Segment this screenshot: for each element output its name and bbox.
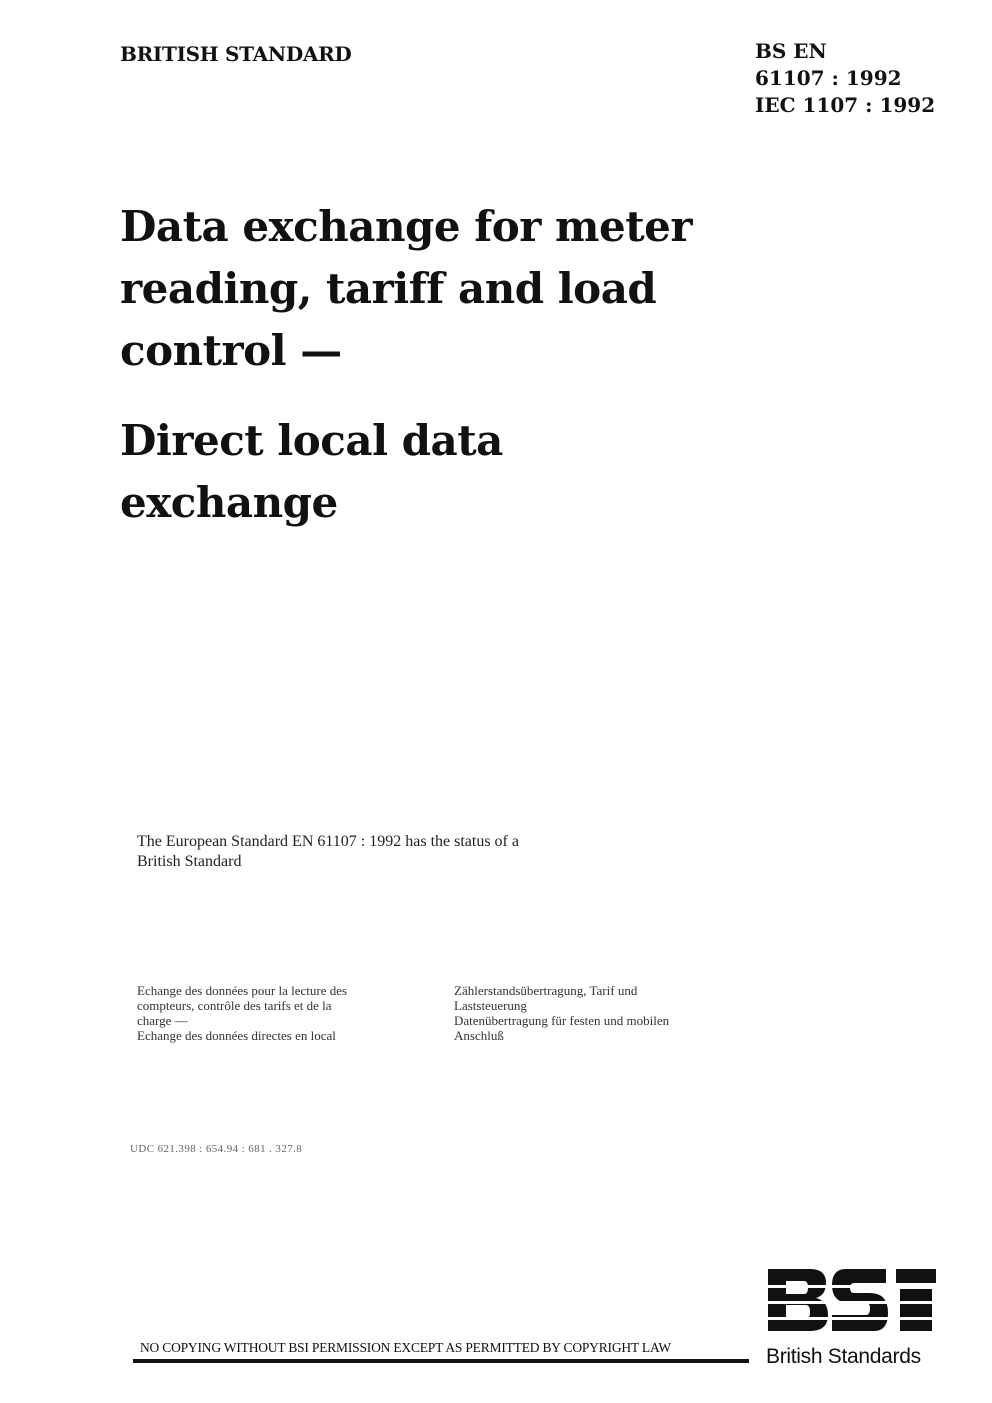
standard-number-line: BS EN <box>755 39 827 63</box>
status-statement <box>137 832 607 872</box>
french-title-line: compteurs, contrôle des tarifs et de la <box>137 998 332 1013</box>
subtitle-line: exchange <box>120 478 338 527</box>
copyright-notice: NO COPYING WITHOUT BSI PERMISSION EXCEPT AS PERMITTED BY COPYRIGHT LAW <box>140 1340 671 1355</box>
footer-rule <box>133 1359 749 1363</box>
title-line: reading, tariff and load <box>120 264 657 313</box>
french-title <box>137 983 407 1043</box>
status-line: British Standard <box>137 853 242 870</box>
french-title-line: charge — <box>137 1013 188 1028</box>
german-title-line: Laststeuerung <box>454 998 527 1013</box>
subtitle-line: Direct local data <box>120 416 503 465</box>
french-title-line: Echange des données directes en local <box>137 1028 336 1043</box>
german-title <box>454 983 734 1043</box>
french-title-line: Echange des données pour la lecture des <box>137 983 348 998</box>
header-standard-type: BRITISH STANDARD <box>120 42 352 66</box>
status-line: The European Standard EN 61107 : 1992 has the status of a <box>137 833 519 850</box>
standard-number-line: IEC 1107 : 1992 <box>755 93 936 117</box>
german-title-line: Anschluß <box>454 1028 504 1043</box>
standard-number-line: 61107 : 1992 <box>755 66 902 90</box>
udc-classification: UDC 621.398 : 654.94 : 681 . 327.8 <box>130 1143 303 1155</box>
title-line: Data exchange for meter <box>120 202 692 251</box>
document-title <box>120 196 760 534</box>
german-title-line: Datenübertragung für festen und mobilen <box>454 1013 670 1028</box>
title-line: control — <box>120 326 342 375</box>
german-title-line: Zählerstandsübertragung, Tarif und <box>454 983 638 998</box>
bsi-logo-caption: British Standards <box>766 1345 921 1368</box>
header-standard-numbers <box>755 38 935 119</box>
